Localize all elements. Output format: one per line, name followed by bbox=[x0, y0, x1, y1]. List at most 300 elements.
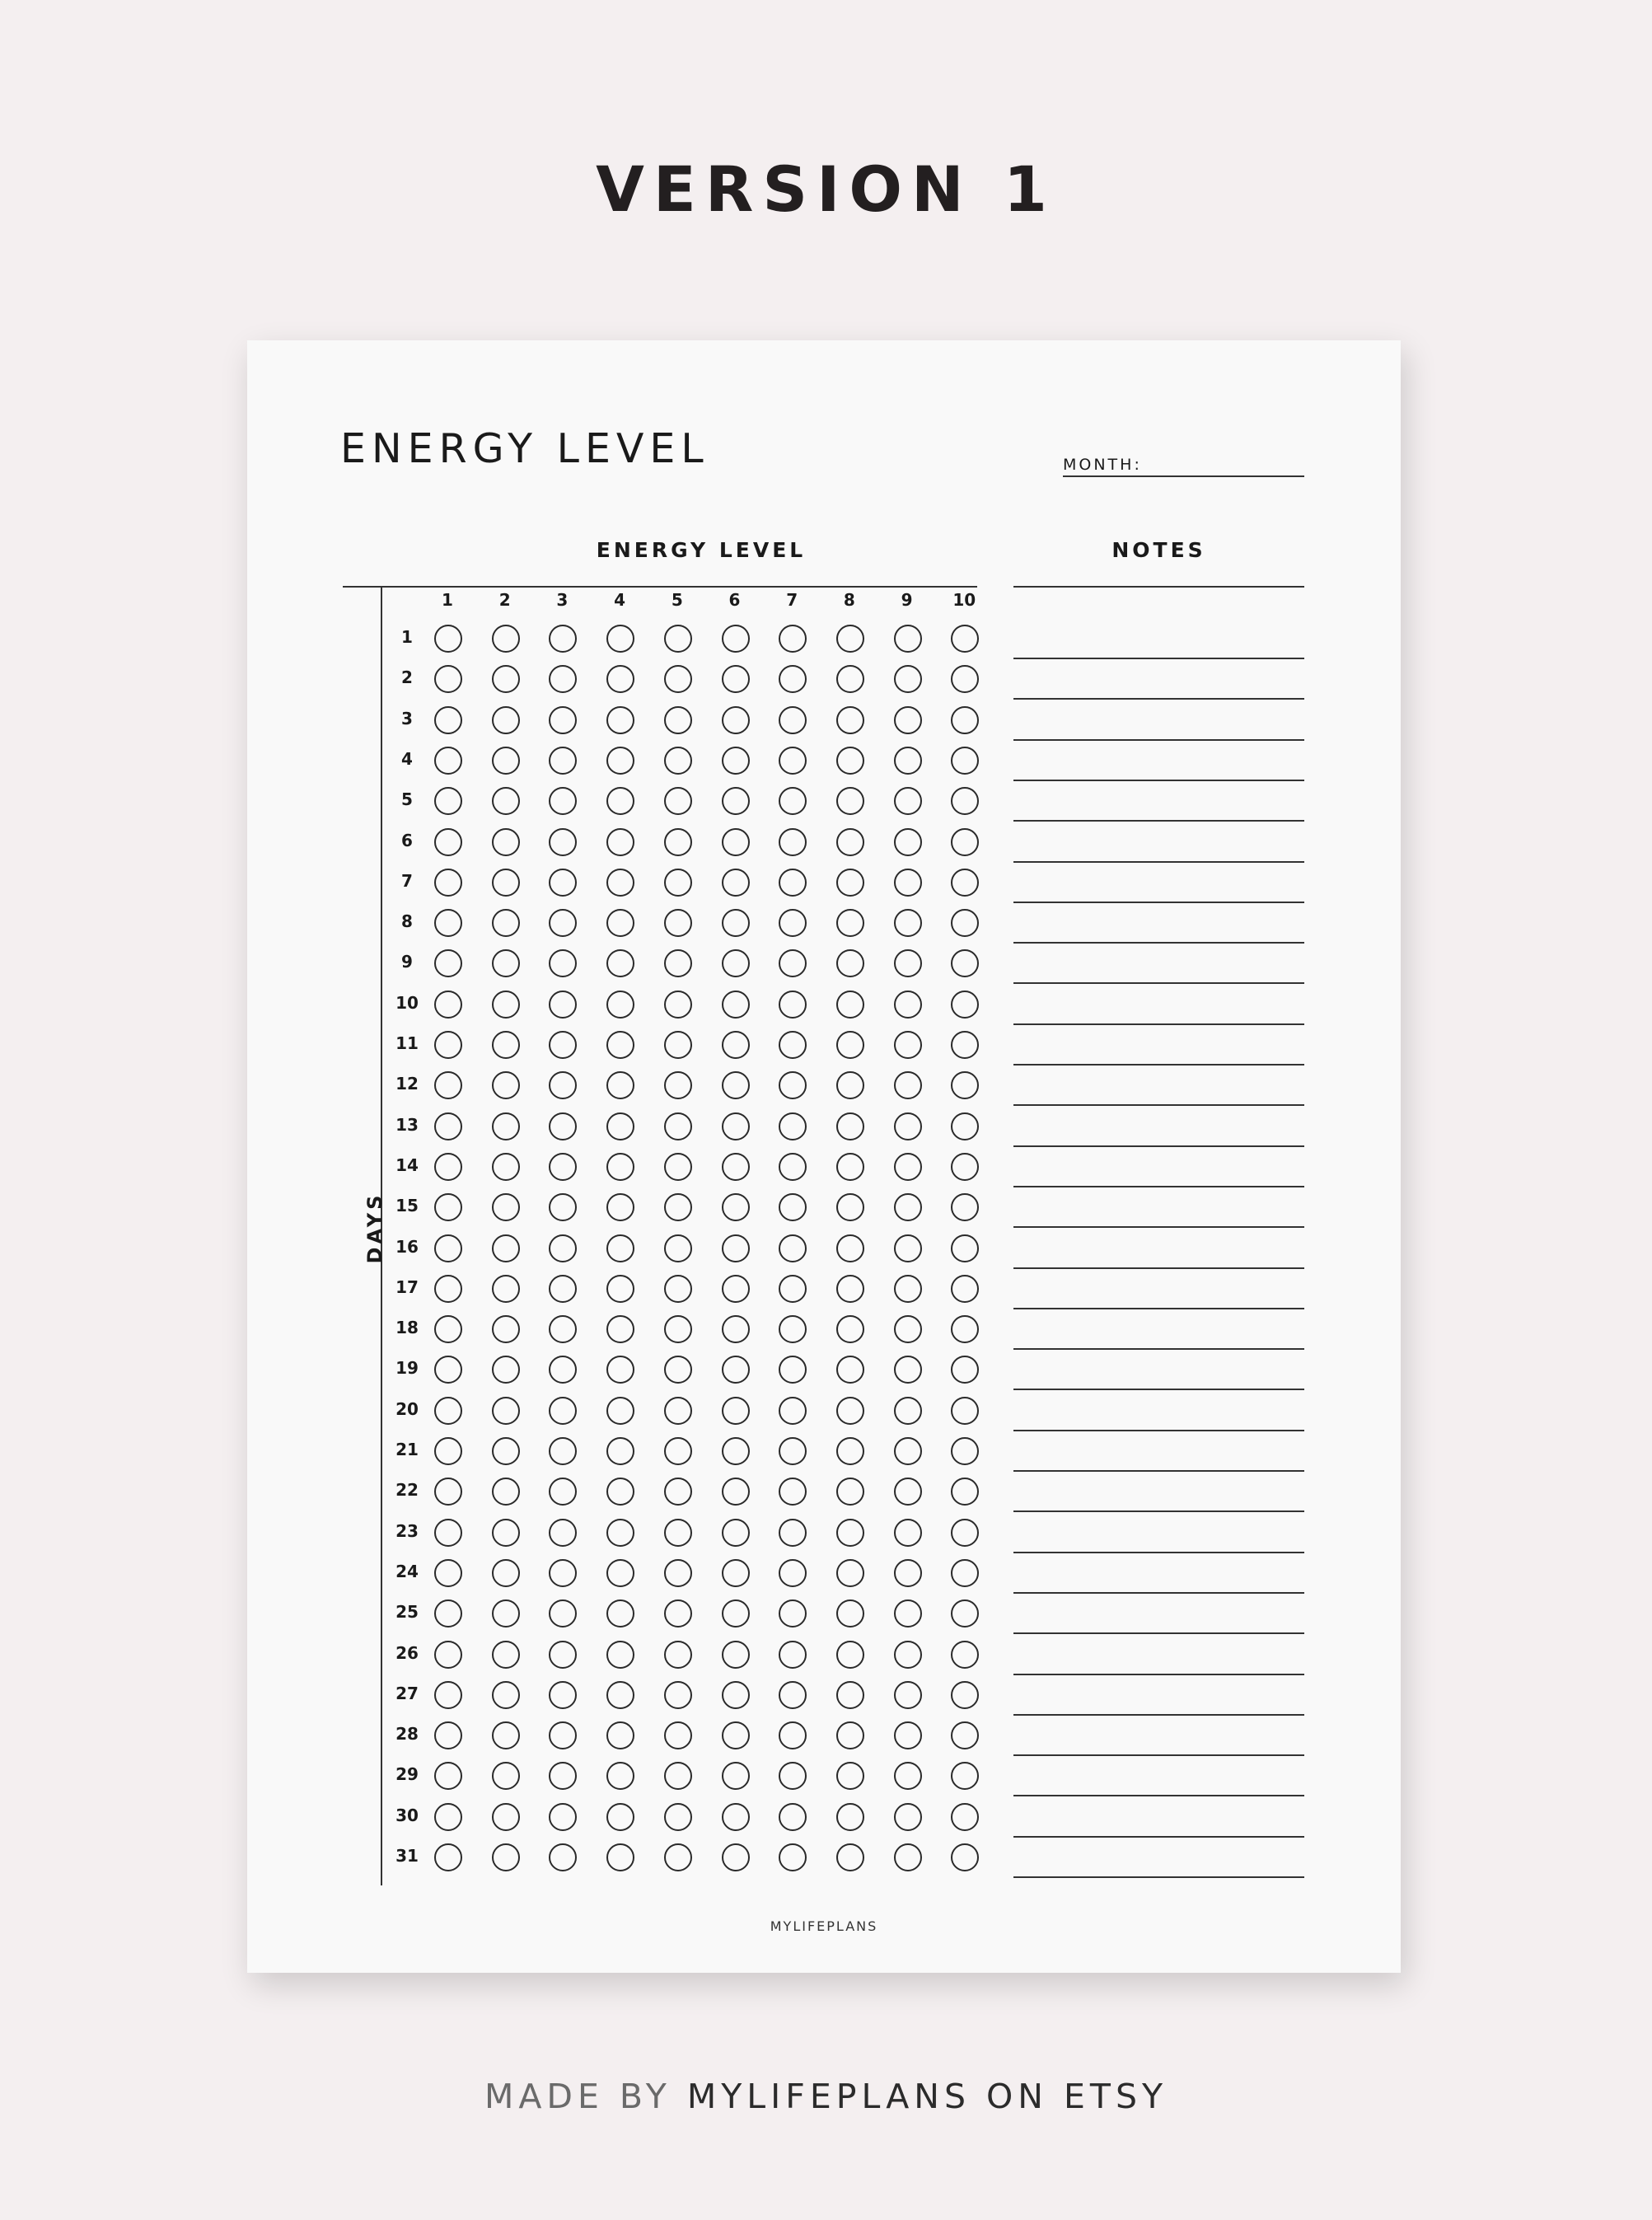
energy-bubble-day-3-level-10[interactable] bbox=[951, 706, 979, 734]
energy-bubble-day-10-level-4[interactable] bbox=[606, 991, 634, 1019]
energy-bubble-day-24-level-8[interactable] bbox=[836, 1559, 864, 1587]
energy-bubble-day-5-level-7[interactable] bbox=[779, 787, 807, 815]
energy-bubble-day-26-level-6[interactable] bbox=[722, 1641, 750, 1669]
energy-bubble-day-28-level-5[interactable] bbox=[664, 1721, 692, 1749]
energy-bubble-day-25-level-3[interactable] bbox=[549, 1599, 577, 1628]
energy-bubble-day-11-level-9[interactable] bbox=[894, 1031, 922, 1059]
energy-bubble-day-4-level-7[interactable] bbox=[779, 747, 807, 775]
energy-bubble-day-30-level-2[interactable] bbox=[492, 1803, 520, 1831]
energy-bubble-day-1-level-6[interactable] bbox=[722, 625, 750, 653]
energy-bubble-day-7-level-9[interactable] bbox=[894, 869, 922, 897]
energy-bubble-day-22-level-6[interactable] bbox=[722, 1478, 750, 1506]
energy-bubble-day-9-level-3[interactable] bbox=[549, 949, 577, 977]
energy-bubble-day-16-level-9[interactable] bbox=[894, 1234, 922, 1262]
energy-bubble-day-2-level-10[interactable] bbox=[951, 665, 979, 693]
energy-bubble-day-9-level-4[interactable] bbox=[606, 949, 634, 977]
energy-bubble-day-14-level-4[interactable] bbox=[606, 1153, 634, 1181]
energy-bubble-day-14-level-9[interactable] bbox=[894, 1153, 922, 1181]
energy-bubble-day-9-level-9[interactable] bbox=[894, 949, 922, 977]
energy-bubble-day-8-level-1[interactable] bbox=[434, 909, 462, 937]
notes-line-day-15[interactable] bbox=[1013, 1226, 1304, 1228]
energy-bubble-day-1-level-4[interactable] bbox=[606, 625, 634, 653]
energy-bubble-day-4-level-4[interactable] bbox=[606, 747, 634, 775]
energy-bubble-day-16-level-4[interactable] bbox=[606, 1234, 634, 1262]
notes-line-day-12[interactable] bbox=[1013, 1104, 1304, 1106]
energy-bubble-day-17-level-9[interactable] bbox=[894, 1275, 922, 1303]
energy-bubble-day-31-level-7[interactable] bbox=[779, 1843, 807, 1871]
energy-bubble-day-4-level-10[interactable] bbox=[951, 747, 979, 775]
energy-bubble-day-29-level-5[interactable] bbox=[664, 1762, 692, 1790]
notes-line-day-30[interactable] bbox=[1013, 1836, 1304, 1838]
energy-bubble-day-31-level-6[interactable] bbox=[722, 1843, 750, 1871]
energy-bubble-day-6-level-5[interactable] bbox=[664, 828, 692, 856]
energy-bubble-day-18-level-5[interactable] bbox=[664, 1315, 692, 1343]
energy-bubble-day-22-level-1[interactable] bbox=[434, 1478, 462, 1506]
energy-bubble-day-28-level-7[interactable] bbox=[779, 1721, 807, 1749]
energy-bubble-day-22-level-8[interactable] bbox=[836, 1478, 864, 1506]
energy-bubble-day-23-level-10[interactable] bbox=[951, 1519, 979, 1547]
energy-bubble-day-27-level-5[interactable] bbox=[664, 1681, 692, 1709]
energy-bubble-day-9-level-2[interactable] bbox=[492, 949, 520, 977]
energy-bubble-day-24-level-7[interactable] bbox=[779, 1559, 807, 1587]
energy-bubble-day-12-level-6[interactable] bbox=[722, 1071, 750, 1099]
energy-bubble-day-21-level-3[interactable] bbox=[549, 1437, 577, 1465]
energy-bubble-day-18-level-4[interactable] bbox=[606, 1315, 634, 1343]
energy-bubble-day-26-level-3[interactable] bbox=[549, 1641, 577, 1669]
energy-bubble-day-12-level-4[interactable] bbox=[606, 1071, 634, 1099]
energy-bubble-day-8-level-5[interactable] bbox=[664, 909, 692, 937]
notes-line-day-8[interactable] bbox=[1013, 942, 1304, 944]
energy-bubble-day-2-level-9[interactable] bbox=[894, 665, 922, 693]
energy-bubble-day-21-level-7[interactable] bbox=[779, 1437, 807, 1465]
energy-bubble-day-9-level-5[interactable] bbox=[664, 949, 692, 977]
energy-bubble-day-27-level-3[interactable] bbox=[549, 1681, 577, 1709]
energy-bubble-day-3-level-7[interactable] bbox=[779, 706, 807, 734]
energy-bubble-day-7-level-1[interactable] bbox=[434, 869, 462, 897]
energy-bubble-day-24-level-10[interactable] bbox=[951, 1559, 979, 1587]
energy-bubble-day-10-level-5[interactable] bbox=[664, 991, 692, 1019]
energy-bubble-day-19-level-5[interactable] bbox=[664, 1356, 692, 1384]
energy-bubble-day-2-level-4[interactable] bbox=[606, 665, 634, 693]
energy-bubble-day-1-level-9[interactable] bbox=[894, 625, 922, 653]
energy-bubble-day-30-level-1[interactable] bbox=[434, 1803, 462, 1831]
energy-bubble-day-28-level-1[interactable] bbox=[434, 1721, 462, 1749]
energy-bubble-day-8-level-9[interactable] bbox=[894, 909, 922, 937]
energy-bubble-day-4-level-2[interactable] bbox=[492, 747, 520, 775]
energy-bubble-day-19-level-2[interactable] bbox=[492, 1356, 520, 1384]
energy-bubble-day-10-level-1[interactable] bbox=[434, 991, 462, 1019]
notes-line-day-17[interactable] bbox=[1013, 1308, 1304, 1309]
energy-bubble-day-26-level-5[interactable] bbox=[664, 1641, 692, 1669]
energy-bubble-day-18-level-2[interactable] bbox=[492, 1315, 520, 1343]
energy-bubble-day-28-level-10[interactable] bbox=[951, 1721, 979, 1749]
energy-bubble-day-7-level-10[interactable] bbox=[951, 869, 979, 897]
notes-line-day-24[interactable] bbox=[1013, 1592, 1304, 1594]
energy-bubble-day-12-level-7[interactable] bbox=[779, 1071, 807, 1099]
energy-bubble-day-19-level-6[interactable] bbox=[722, 1356, 750, 1384]
energy-bubble-day-8-level-2[interactable] bbox=[492, 909, 520, 937]
energy-bubble-day-24-level-3[interactable] bbox=[549, 1559, 577, 1587]
energy-bubble-day-19-level-9[interactable] bbox=[894, 1356, 922, 1384]
energy-bubble-day-17-level-8[interactable] bbox=[836, 1275, 864, 1303]
energy-bubble-day-21-level-4[interactable] bbox=[606, 1437, 634, 1465]
energy-bubble-day-25-level-8[interactable] bbox=[836, 1599, 864, 1628]
notes-line-day-16[interactable] bbox=[1013, 1267, 1304, 1269]
energy-bubble-day-29-level-1[interactable] bbox=[434, 1762, 462, 1790]
energy-bubble-day-8-level-7[interactable] bbox=[779, 909, 807, 937]
notes-line-day-21[interactable] bbox=[1013, 1470, 1304, 1472]
energy-bubble-day-15-level-2[interactable] bbox=[492, 1193, 520, 1221]
energy-bubble-day-22-level-2[interactable] bbox=[492, 1478, 520, 1506]
energy-bubble-day-22-level-9[interactable] bbox=[894, 1478, 922, 1506]
energy-bubble-day-26-level-8[interactable] bbox=[836, 1641, 864, 1669]
energy-bubble-day-17-level-6[interactable] bbox=[722, 1275, 750, 1303]
energy-bubble-day-20-level-7[interactable] bbox=[779, 1397, 807, 1425]
energy-bubble-day-24-level-6[interactable] bbox=[722, 1559, 750, 1587]
notes-line-day-29[interactable] bbox=[1013, 1795, 1304, 1796]
energy-bubble-day-17-level-2[interactable] bbox=[492, 1275, 520, 1303]
notes-line-day-10[interactable] bbox=[1013, 1023, 1304, 1025]
energy-bubble-day-13-level-10[interactable] bbox=[951, 1112, 979, 1140]
notes-line-day-14[interactable] bbox=[1013, 1186, 1304, 1187]
energy-bubble-day-10-level-6[interactable] bbox=[722, 991, 750, 1019]
energy-bubble-day-5-level-9[interactable] bbox=[894, 787, 922, 815]
energy-bubble-day-2-level-1[interactable] bbox=[434, 665, 462, 693]
energy-bubble-day-16-level-2[interactable] bbox=[492, 1234, 520, 1262]
energy-bubble-day-13-level-9[interactable] bbox=[894, 1112, 922, 1140]
energy-bubble-day-26-level-9[interactable] bbox=[894, 1641, 922, 1669]
energy-bubble-day-23-level-9[interactable] bbox=[894, 1519, 922, 1547]
energy-bubble-day-25-level-5[interactable] bbox=[664, 1599, 692, 1628]
energy-bubble-day-6-level-9[interactable] bbox=[894, 828, 922, 856]
energy-bubble-day-31-level-4[interactable] bbox=[606, 1843, 634, 1871]
energy-bubble-day-4-level-6[interactable] bbox=[722, 747, 750, 775]
energy-bubble-day-6-level-6[interactable] bbox=[722, 828, 750, 856]
energy-bubble-day-22-level-4[interactable] bbox=[606, 1478, 634, 1506]
energy-bubble-day-29-level-9[interactable] bbox=[894, 1762, 922, 1790]
energy-bubble-day-27-level-1[interactable] bbox=[434, 1681, 462, 1709]
energy-bubble-day-12-level-9[interactable] bbox=[894, 1071, 922, 1099]
energy-bubble-day-18-level-1[interactable] bbox=[434, 1315, 462, 1343]
energy-bubble-day-6-level-4[interactable] bbox=[606, 828, 634, 856]
energy-bubble-day-18-level-7[interactable] bbox=[779, 1315, 807, 1343]
energy-bubble-day-25-level-9[interactable] bbox=[894, 1599, 922, 1628]
energy-bubble-day-20-level-3[interactable] bbox=[549, 1397, 577, 1425]
notes-line-day-18[interactable] bbox=[1013, 1348, 1304, 1350]
energy-bubble-day-15-level-10[interactable] bbox=[951, 1193, 979, 1221]
energy-bubble-day-31-level-3[interactable] bbox=[549, 1843, 577, 1871]
energy-bubble-day-21-level-9[interactable] bbox=[894, 1437, 922, 1465]
energy-bubble-day-22-level-10[interactable] bbox=[951, 1478, 979, 1506]
energy-bubble-day-13-level-2[interactable] bbox=[492, 1112, 520, 1140]
energy-bubble-day-9-level-6[interactable] bbox=[722, 949, 750, 977]
notes-line-day-2[interactable] bbox=[1013, 698, 1304, 700]
energy-bubble-day-14-level-6[interactable] bbox=[722, 1153, 750, 1181]
energy-bubble-day-28-level-9[interactable] bbox=[894, 1721, 922, 1749]
energy-bubble-day-10-level-10[interactable] bbox=[951, 991, 979, 1019]
energy-bubble-day-20-level-6[interactable] bbox=[722, 1397, 750, 1425]
energy-bubble-day-7-level-3[interactable] bbox=[549, 869, 577, 897]
energy-bubble-day-4-level-9[interactable] bbox=[894, 747, 922, 775]
energy-bubble-day-9-level-8[interactable] bbox=[836, 949, 864, 977]
energy-bubble-day-19-level-8[interactable] bbox=[836, 1356, 864, 1384]
energy-bubble-day-23-level-3[interactable] bbox=[549, 1519, 577, 1547]
energy-bubble-day-9-level-7[interactable] bbox=[779, 949, 807, 977]
energy-bubble-day-29-level-2[interactable] bbox=[492, 1762, 520, 1790]
energy-bubble-day-16-level-8[interactable] bbox=[836, 1234, 864, 1262]
energy-bubble-day-23-level-5[interactable] bbox=[664, 1519, 692, 1547]
energy-bubble-day-31-level-2[interactable] bbox=[492, 1843, 520, 1871]
energy-bubble-day-8-level-10[interactable] bbox=[951, 909, 979, 937]
energy-bubble-day-20-level-2[interactable] bbox=[492, 1397, 520, 1425]
energy-bubble-day-23-level-7[interactable] bbox=[779, 1519, 807, 1547]
energy-bubble-day-14-level-5[interactable] bbox=[664, 1153, 692, 1181]
energy-bubble-day-2-level-5[interactable] bbox=[664, 665, 692, 693]
energy-bubble-day-23-level-8[interactable] bbox=[836, 1519, 864, 1547]
energy-bubble-day-26-level-10[interactable] bbox=[951, 1641, 979, 1669]
energy-bubble-day-3-level-8[interactable] bbox=[836, 706, 864, 734]
notes-line-day-9[interactable] bbox=[1013, 982, 1304, 984]
energy-bubble-day-21-level-5[interactable] bbox=[664, 1437, 692, 1465]
energy-bubble-day-17-level-5[interactable] bbox=[664, 1275, 692, 1303]
energy-bubble-day-20-level-8[interactable] bbox=[836, 1397, 864, 1425]
energy-bubble-day-3-level-6[interactable] bbox=[722, 706, 750, 734]
energy-bubble-day-17-level-1[interactable] bbox=[434, 1275, 462, 1303]
energy-bubble-day-17-level-10[interactable] bbox=[951, 1275, 979, 1303]
energy-bubble-day-26-level-7[interactable] bbox=[779, 1641, 807, 1669]
notes-line-day-11[interactable] bbox=[1013, 1064, 1304, 1066]
energy-bubble-day-27-level-8[interactable] bbox=[836, 1681, 864, 1709]
energy-bubble-day-1-level-5[interactable] bbox=[664, 625, 692, 653]
energy-bubble-day-11-level-2[interactable] bbox=[492, 1031, 520, 1059]
energy-bubble-day-6-level-3[interactable] bbox=[549, 828, 577, 856]
energy-bubble-day-30-level-5[interactable] bbox=[664, 1803, 692, 1831]
energy-bubble-day-23-level-1[interactable] bbox=[434, 1519, 462, 1547]
energy-bubble-day-15-level-9[interactable] bbox=[894, 1193, 922, 1221]
energy-bubble-day-25-level-6[interactable] bbox=[722, 1599, 750, 1628]
energy-bubble-day-15-level-6[interactable] bbox=[722, 1193, 750, 1221]
energy-bubble-day-17-level-4[interactable] bbox=[606, 1275, 634, 1303]
notes-line-day-1[interactable] bbox=[1013, 658, 1304, 659]
energy-bubble-day-18-level-3[interactable] bbox=[549, 1315, 577, 1343]
energy-bubble-day-22-level-7[interactable] bbox=[779, 1478, 807, 1506]
energy-bubble-day-5-level-5[interactable] bbox=[664, 787, 692, 815]
energy-bubble-day-10-level-3[interactable] bbox=[549, 991, 577, 1019]
energy-bubble-day-31-level-8[interactable] bbox=[836, 1843, 864, 1871]
energy-bubble-day-16-level-1[interactable] bbox=[434, 1234, 462, 1262]
energy-bubble-day-24-level-2[interactable] bbox=[492, 1559, 520, 1587]
energy-bubble-day-8-level-8[interactable] bbox=[836, 909, 864, 937]
energy-bubble-day-28-level-6[interactable] bbox=[722, 1721, 750, 1749]
energy-bubble-day-12-level-8[interactable] bbox=[836, 1071, 864, 1099]
energy-bubble-day-29-level-8[interactable] bbox=[836, 1762, 864, 1790]
month-field[interactable] bbox=[1063, 444, 1304, 477]
energy-bubble-day-8-level-3[interactable] bbox=[549, 909, 577, 937]
energy-bubble-day-28-level-2[interactable] bbox=[492, 1721, 520, 1749]
energy-bubble-day-7-level-5[interactable] bbox=[664, 869, 692, 897]
energy-bubble-day-22-level-3[interactable] bbox=[549, 1478, 577, 1506]
energy-bubble-day-12-level-2[interactable] bbox=[492, 1071, 520, 1099]
energy-bubble-day-12-level-5[interactable] bbox=[664, 1071, 692, 1099]
energy-bubble-day-13-level-3[interactable] bbox=[549, 1112, 577, 1140]
energy-bubble-day-11-level-4[interactable] bbox=[606, 1031, 634, 1059]
energy-bubble-day-27-level-10[interactable] bbox=[951, 1681, 979, 1709]
energy-bubble-day-11-level-10[interactable] bbox=[951, 1031, 979, 1059]
energy-bubble-day-13-level-6[interactable] bbox=[722, 1112, 750, 1140]
notes-line-day-22[interactable] bbox=[1013, 1510, 1304, 1512]
energy-bubble-day-19-level-3[interactable] bbox=[549, 1356, 577, 1384]
energy-bubble-day-7-level-8[interactable] bbox=[836, 869, 864, 897]
energy-bubble-day-20-level-5[interactable] bbox=[664, 1397, 692, 1425]
energy-bubble-day-24-level-5[interactable] bbox=[664, 1559, 692, 1587]
energy-bubble-day-14-level-7[interactable] bbox=[779, 1153, 807, 1181]
energy-bubble-day-7-level-4[interactable] bbox=[606, 869, 634, 897]
notes-line-day-23[interactable] bbox=[1013, 1552, 1304, 1553]
energy-bubble-day-11-level-7[interactable] bbox=[779, 1031, 807, 1059]
energy-bubble-day-1-level-1[interactable] bbox=[434, 625, 462, 653]
energy-bubble-day-29-level-6[interactable] bbox=[722, 1762, 750, 1790]
energy-bubble-day-19-level-10[interactable] bbox=[951, 1356, 979, 1384]
energy-bubble-day-14-level-8[interactable] bbox=[836, 1153, 864, 1181]
energy-bubble-day-1-level-10[interactable] bbox=[951, 625, 979, 653]
notes-line-day-13[interactable] bbox=[1013, 1145, 1304, 1147]
energy-bubble-day-2-level-2[interactable] bbox=[492, 665, 520, 693]
energy-bubble-day-23-level-2[interactable] bbox=[492, 1519, 520, 1547]
energy-bubble-day-11-level-6[interactable] bbox=[722, 1031, 750, 1059]
energy-bubble-day-30-level-3[interactable] bbox=[549, 1803, 577, 1831]
energy-bubble-day-15-level-7[interactable] bbox=[779, 1193, 807, 1221]
energy-bubble-day-18-level-9[interactable] bbox=[894, 1315, 922, 1343]
energy-bubble-day-24-level-4[interactable] bbox=[606, 1559, 634, 1587]
energy-bubble-day-19-level-7[interactable] bbox=[779, 1356, 807, 1384]
energy-bubble-day-2-level-6[interactable] bbox=[722, 665, 750, 693]
energy-bubble-day-3-level-2[interactable] bbox=[492, 706, 520, 734]
energy-bubble-day-27-level-2[interactable] bbox=[492, 1681, 520, 1709]
energy-bubble-day-29-level-10[interactable] bbox=[951, 1762, 979, 1790]
energy-bubble-day-27-level-6[interactable] bbox=[722, 1681, 750, 1709]
energy-bubble-day-25-level-2[interactable] bbox=[492, 1599, 520, 1628]
energy-bubble-day-25-level-4[interactable] bbox=[606, 1599, 634, 1628]
energy-bubble-day-5-level-8[interactable] bbox=[836, 787, 864, 815]
energy-bubble-day-10-level-7[interactable] bbox=[779, 991, 807, 1019]
energy-bubble-day-8-level-4[interactable] bbox=[606, 909, 634, 937]
energy-bubble-day-21-level-10[interactable] bbox=[951, 1437, 979, 1465]
energy-bubble-day-16-level-6[interactable] bbox=[722, 1234, 750, 1262]
energy-bubble-day-6-level-7[interactable] bbox=[779, 828, 807, 856]
energy-bubble-day-17-level-3[interactable] bbox=[549, 1275, 577, 1303]
energy-bubble-day-13-level-7[interactable] bbox=[779, 1112, 807, 1140]
energy-bubble-day-11-level-5[interactable] bbox=[664, 1031, 692, 1059]
notes-line-day-19[interactable] bbox=[1013, 1389, 1304, 1390]
energy-bubble-day-3-level-5[interactable] bbox=[664, 706, 692, 734]
energy-bubble-day-3-level-4[interactable] bbox=[606, 706, 634, 734]
energy-bubble-day-20-level-4[interactable] bbox=[606, 1397, 634, 1425]
energy-bubble-day-10-level-2[interactable] bbox=[492, 991, 520, 1019]
energy-bubble-day-14-level-2[interactable] bbox=[492, 1153, 520, 1181]
energy-bubble-day-20-level-9[interactable] bbox=[894, 1397, 922, 1425]
energy-bubble-day-27-level-4[interactable] bbox=[606, 1681, 634, 1709]
energy-bubble-day-5-level-3[interactable] bbox=[549, 787, 577, 815]
energy-bubble-day-11-level-3[interactable] bbox=[549, 1031, 577, 1059]
energy-bubble-day-13-level-8[interactable] bbox=[836, 1112, 864, 1140]
energy-bubble-day-8-level-6[interactable] bbox=[722, 909, 750, 937]
energy-bubble-day-2-level-3[interactable] bbox=[549, 665, 577, 693]
energy-bubble-day-2-level-8[interactable] bbox=[836, 665, 864, 693]
energy-bubble-day-26-level-4[interactable] bbox=[606, 1641, 634, 1669]
energy-bubble-day-20-level-10[interactable] bbox=[951, 1397, 979, 1425]
energy-bubble-day-5-level-4[interactable] bbox=[606, 787, 634, 815]
energy-bubble-day-3-level-1[interactable] bbox=[434, 706, 462, 734]
energy-bubble-day-18-level-6[interactable] bbox=[722, 1315, 750, 1343]
energy-bubble-day-30-level-6[interactable] bbox=[722, 1803, 750, 1831]
energy-bubble-day-31-level-1[interactable] bbox=[434, 1843, 462, 1871]
energy-bubble-day-30-level-10[interactable] bbox=[951, 1803, 979, 1831]
energy-bubble-day-18-level-10[interactable] bbox=[951, 1315, 979, 1343]
energy-bubble-day-15-level-3[interactable] bbox=[549, 1193, 577, 1221]
energy-bubble-day-5-level-2[interactable] bbox=[492, 787, 520, 815]
notes-line-day-25[interactable] bbox=[1013, 1632, 1304, 1634]
energy-bubble-day-31-level-10[interactable] bbox=[951, 1843, 979, 1871]
energy-bubble-day-5-level-1[interactable] bbox=[434, 787, 462, 815]
energy-bubble-day-3-level-9[interactable] bbox=[894, 706, 922, 734]
energy-bubble-day-24-level-1[interactable] bbox=[434, 1559, 462, 1587]
energy-bubble-day-4-level-5[interactable] bbox=[664, 747, 692, 775]
energy-bubble-day-16-level-5[interactable] bbox=[664, 1234, 692, 1262]
energy-bubble-day-10-level-8[interactable] bbox=[836, 991, 864, 1019]
energy-bubble-day-26-level-2[interactable] bbox=[492, 1641, 520, 1669]
energy-bubble-day-15-level-4[interactable] bbox=[606, 1193, 634, 1221]
energy-bubble-day-12-level-3[interactable] bbox=[549, 1071, 577, 1099]
energy-bubble-day-30-level-7[interactable] bbox=[779, 1803, 807, 1831]
energy-bubble-day-20-level-1[interactable] bbox=[434, 1397, 462, 1425]
energy-bubble-day-21-level-1[interactable] bbox=[434, 1437, 462, 1465]
energy-bubble-day-23-level-6[interactable] bbox=[722, 1519, 750, 1547]
energy-bubble-day-30-level-9[interactable] bbox=[894, 1803, 922, 1831]
energy-bubble-day-14-level-10[interactable] bbox=[951, 1153, 979, 1181]
notes-line-day-3[interactable] bbox=[1013, 739, 1304, 741]
energy-bubble-day-5-level-10[interactable] bbox=[951, 787, 979, 815]
notes-line-day-5[interactable] bbox=[1013, 820, 1304, 822]
energy-bubble-day-7-level-2[interactable] bbox=[492, 869, 520, 897]
energy-bubble-day-15-level-5[interactable] bbox=[664, 1193, 692, 1221]
energy-bubble-day-22-level-5[interactable] bbox=[664, 1478, 692, 1506]
notes-line-day-28[interactable] bbox=[1013, 1754, 1304, 1756]
energy-bubble-day-16-level-3[interactable] bbox=[549, 1234, 577, 1262]
energy-bubble-day-14-level-1[interactable] bbox=[434, 1153, 462, 1181]
energy-bubble-day-13-level-4[interactable] bbox=[606, 1112, 634, 1140]
energy-bubble-day-28-level-8[interactable] bbox=[836, 1721, 864, 1749]
energy-bubble-day-6-level-1[interactable] bbox=[434, 828, 462, 856]
energy-bubble-day-15-level-8[interactable] bbox=[836, 1193, 864, 1221]
energy-bubble-day-1-level-8[interactable] bbox=[836, 625, 864, 653]
energy-bubble-day-29-level-3[interactable] bbox=[549, 1762, 577, 1790]
energy-bubble-day-29-level-4[interactable] bbox=[606, 1762, 634, 1790]
energy-bubble-day-4-level-8[interactable] bbox=[836, 747, 864, 775]
energy-bubble-day-30-level-8[interactable] bbox=[836, 1803, 864, 1831]
notes-line-day-31[interactable] bbox=[1013, 1876, 1304, 1878]
energy-bubble-day-14-level-3[interactable] bbox=[549, 1153, 577, 1181]
energy-bubble-day-15-level-1[interactable] bbox=[434, 1193, 462, 1221]
energy-bubble-day-27-level-9[interactable] bbox=[894, 1681, 922, 1709]
energy-bubble-day-18-level-8[interactable] bbox=[836, 1315, 864, 1343]
energy-bubble-day-19-level-1[interactable] bbox=[434, 1356, 462, 1384]
energy-bubble-day-19-level-4[interactable] bbox=[606, 1356, 634, 1384]
energy-bubble-day-31-level-5[interactable] bbox=[664, 1843, 692, 1871]
energy-bubble-day-25-level-7[interactable] bbox=[779, 1599, 807, 1628]
energy-bubble-day-7-level-7[interactable] bbox=[779, 869, 807, 897]
notes-line-day-7[interactable] bbox=[1013, 902, 1304, 903]
energy-bubble-day-16-level-10[interactable] bbox=[951, 1234, 979, 1262]
